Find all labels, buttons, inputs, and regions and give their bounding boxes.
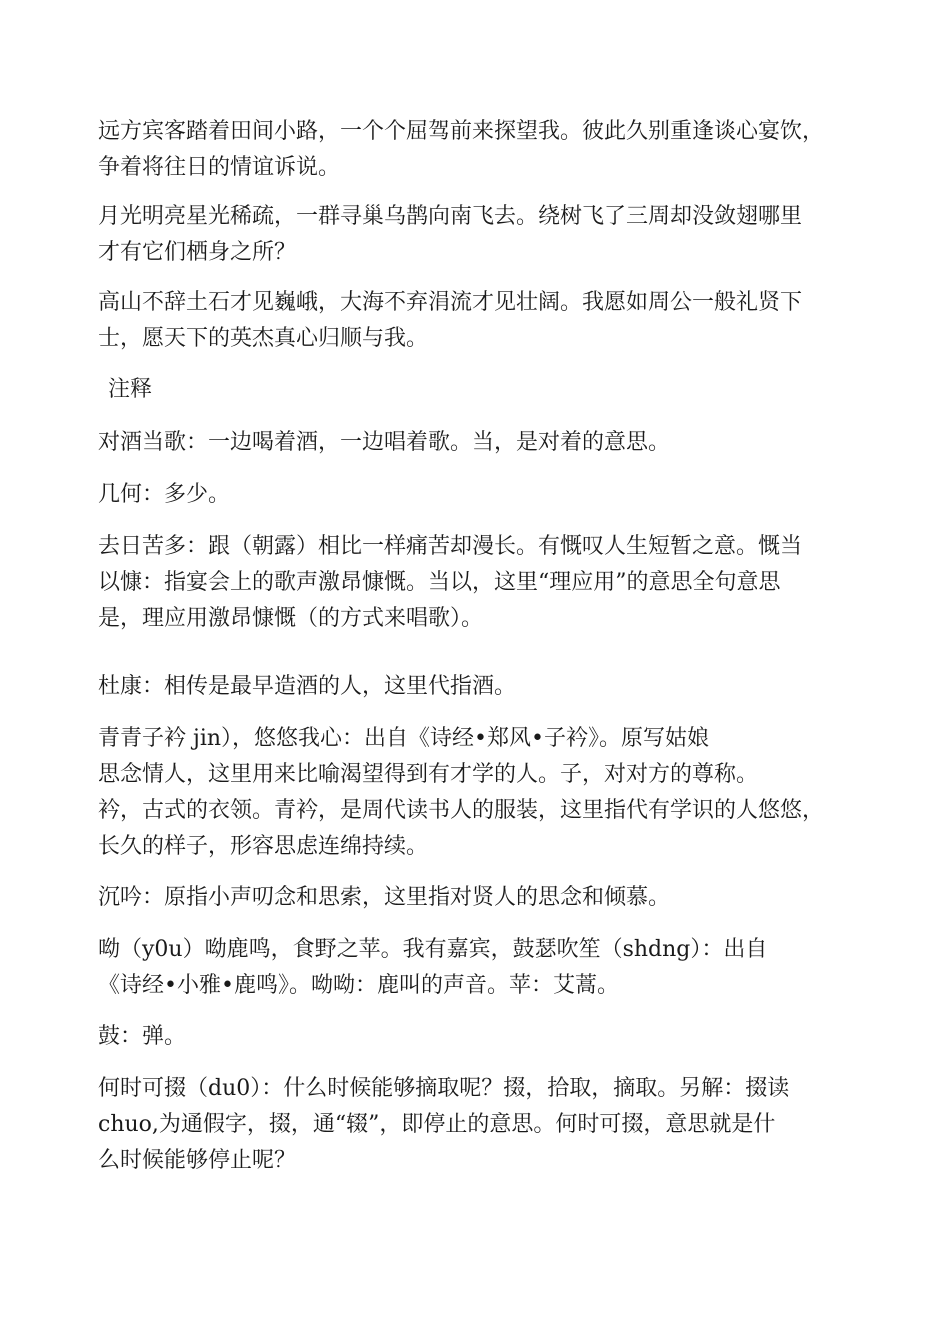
text-line: 争着将往日的情谊诉说。 xyxy=(98,155,341,180)
note-paragraph xyxy=(98,1071,878,1179)
note-paragraph xyxy=(98,529,878,637)
text-line: 杜康：相传是最早造酒的人，这里代指酒。 xyxy=(98,674,517,699)
text-line: 对酒当歌：一边喝着酒，一边唱着歌。当，是对着的意思。 xyxy=(98,430,671,455)
note-paragraph xyxy=(98,932,878,1004)
note-paragraph xyxy=(98,477,878,513)
text-line: 沉吟：原指小声叨念和思索，这里指对贤人的思念和倾慕。 xyxy=(98,885,671,910)
translation-paragraph xyxy=(98,285,878,357)
text-line: 高山不辞土石才见巍峨，大海不弃涓流才见壮阔。我愿如周公一般礼贤下 xyxy=(98,290,803,315)
note-paragraph xyxy=(98,880,878,916)
text-line: 青青子衿 jin），悠悠我心：出自《诗经•郑风•子衿》。原写姑娘 xyxy=(98,726,709,751)
notes-heading: 注释 xyxy=(108,377,153,402)
text-line: 长久的样子，形容思虑连绵持续。 xyxy=(98,834,429,859)
text-line: 士，愿天下的英杰真心归顺与我。 xyxy=(98,326,429,351)
text-line: 思念情人，这里用来比喻渴望得到有才学的人。子，对对方的尊称。 xyxy=(98,762,759,787)
text-line: 几何：多少。 xyxy=(98,482,231,507)
text-line: 月光明亮星光稀疏，一群寻巢乌鹊向南飞去。绕树飞了三周却没敛翅哪里 xyxy=(98,204,803,229)
translation-paragraph xyxy=(98,114,878,186)
text-line: 何时可掇（du0）：什么时候能够摘取呢？掇，拾取，摘取。另解：掇读 xyxy=(98,1076,790,1101)
text-line: 以慷：指宴会上的歌声激昂慷慨。当以，这里“理应用”的意思全句意思 xyxy=(98,570,781,595)
text-line: chuo,为通假字，掇，通“辍”，即停止的意思。何时可掇，意思就是什 xyxy=(98,1112,776,1137)
text-line: 鼓：弹。 xyxy=(98,1024,187,1049)
text-line: 是，理应用激昂慷慨（的方式来唱歌）。 xyxy=(98,606,484,631)
text-line: 才有它们栖身之所？ xyxy=(98,240,297,265)
text-line: 衿，古式的衣领。青衿，是周代读书人的服装，这里指代有学识的人悠悠， xyxy=(98,798,825,823)
note-paragraph xyxy=(98,1019,878,1055)
text-line: 呦（y0u）呦鹿鸣，食野之苹。我有嘉宾，鼓瑟吹笙（shdng）：出自 xyxy=(98,937,768,962)
note-paragraph xyxy=(98,425,878,461)
text-line: 《诗经•小雅•鹿鸣》。呦呦：鹿叫的声音。苹：艾蒿。 xyxy=(98,973,619,998)
translation-paragraph xyxy=(98,199,878,271)
text-line: 么时候能够停止呢？ xyxy=(98,1148,297,1173)
note-paragraph xyxy=(98,669,878,705)
text-line: 去日苦多：跟（朝露）相比一样痛苦却漫长。有慨叹人生短暂之意。慨当 xyxy=(98,534,803,559)
text-line: 远方宾客踏着田间小路，一个个屈驾前来探望我。彼此久别重逢谈心宴饮， xyxy=(98,119,825,144)
note-paragraph xyxy=(98,721,878,865)
